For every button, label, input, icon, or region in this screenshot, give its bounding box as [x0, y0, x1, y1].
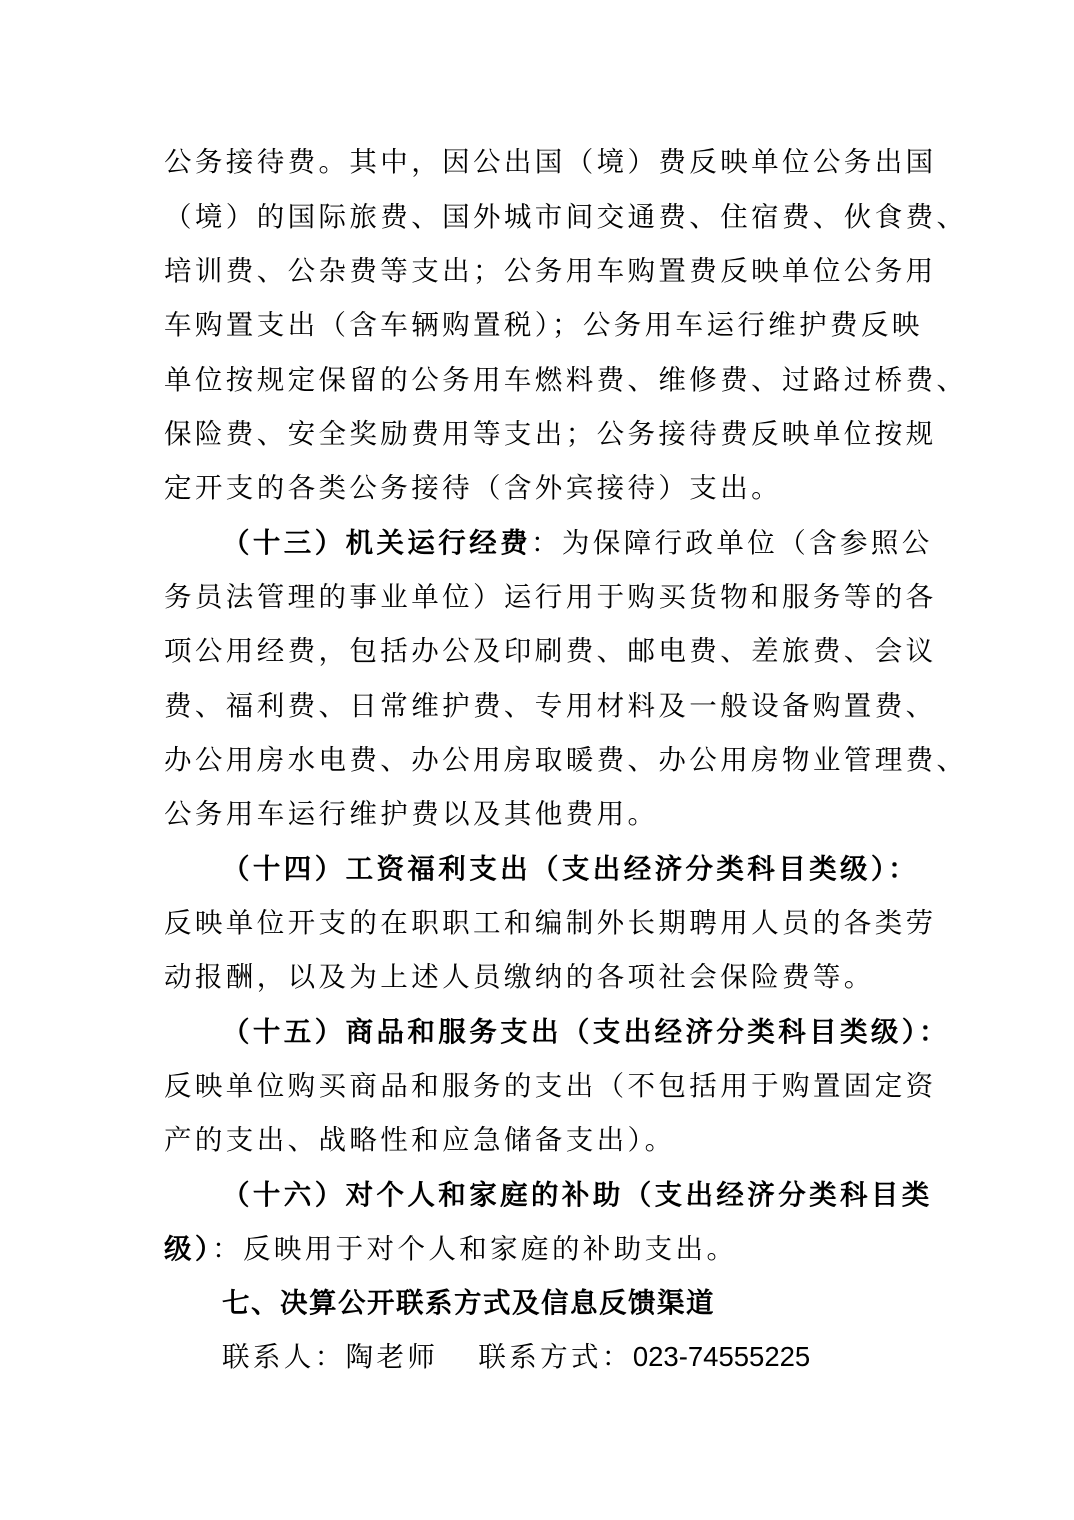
- section-13-lead: ：为保障行政单位（含参照公: [531, 527, 933, 559]
- contact-method-label: 联系方式：: [478, 1341, 633, 1373]
- section-16-second-line: [164, 1222, 944, 1276]
- section-13-title: （十三）机关运行经费: [222, 527, 531, 559]
- paragraph-line: 保险费、安全奖励费用等支出；公务接待费反映单位按规: [164, 418, 937, 450]
- paragraph-line: 定开支的各类公务接待（含外宾接待）支出。: [164, 472, 782, 504]
- contact-line: [222, 1330, 1002, 1384]
- paragraph-line: 反映单位开支的在职职工和编制外长期聘用人员的各类劳: [164, 907, 937, 939]
- paragraph-line: 反映单位购买商品和服务的支出（不包括用于购置固定资: [164, 1070, 937, 1102]
- paragraph-line: 培训费、公杂费等支出；公务用车购置费反映单位公务用: [164, 255, 937, 287]
- paragraph-line: 单位按规定保留的公务用车燃料费、维修费、过路过桥费、: [164, 364, 968, 396]
- paragraph-line: 动报酬，以及为上述人员缴纳的各项社会保险费等。: [164, 961, 875, 993]
- section-15-title: （十五）商品和服务支出（支出经济分类科目类级）: [222, 1016, 919, 1048]
- paragraph-line: 公务用车运行维护费以及其他费用。: [164, 798, 659, 830]
- paragraph-line: 项公用经费，包括办公及印刷费、邮电费、差旅费、会议: [164, 635, 937, 667]
- contact-phone: 023-74555225: [632, 1341, 811, 1372]
- section-16-title: （十六）对个人和家庭的补助（支出经济分类科目类: [222, 1179, 933, 1211]
- section-14-title-line: [222, 842, 1002, 896]
- paragraph-line: 公务接待费。其中，因公出国（境）费反映单位公务出国: [164, 146, 937, 178]
- section-16-title-line: [222, 1168, 1002, 1222]
- paragraph-line: 产的支出、战略性和应急储备支出）。: [164, 1124, 676, 1156]
- paragraph-line: 费、福利费、日常维护费、专用材料及一般设备购置费、: [164, 690, 937, 722]
- contact-person: 联系人：陶老师: [222, 1341, 439, 1373]
- section-14-colon: ：: [888, 853, 919, 885]
- section-16-title-end: 级）: [164, 1233, 213, 1265]
- section-13-first-line: [222, 516, 1002, 570]
- section-14-title: （十四）工资福利支出（支出经济分类科目类级）: [222, 853, 889, 885]
- paragraph-line: 车购置支出（含车辆购置税）；公务用车运行维护费反映: [164, 309, 923, 341]
- section-15-title-line: [222, 1005, 1002, 1059]
- section-15-colon: ：: [918, 1016, 950, 1048]
- paragraph-line: 办公用房水电费、办公用房取暖费、办公用房物业管理费、: [164, 744, 968, 776]
- section-16-tail: ：反映用于对个人和家庭的补助支出。: [212, 1233, 738, 1265]
- paragraph-line: （境）的国际旅费、国外城市间交通费、住宿费、伙食费、: [164, 201, 968, 233]
- paragraph-line: 务员法管理的事业单位）运行用于购买货物和服务等的各: [164, 581, 937, 613]
- section-7-heading: 七、决算公开联系方式及信息反馈渠道: [222, 1287, 715, 1319]
